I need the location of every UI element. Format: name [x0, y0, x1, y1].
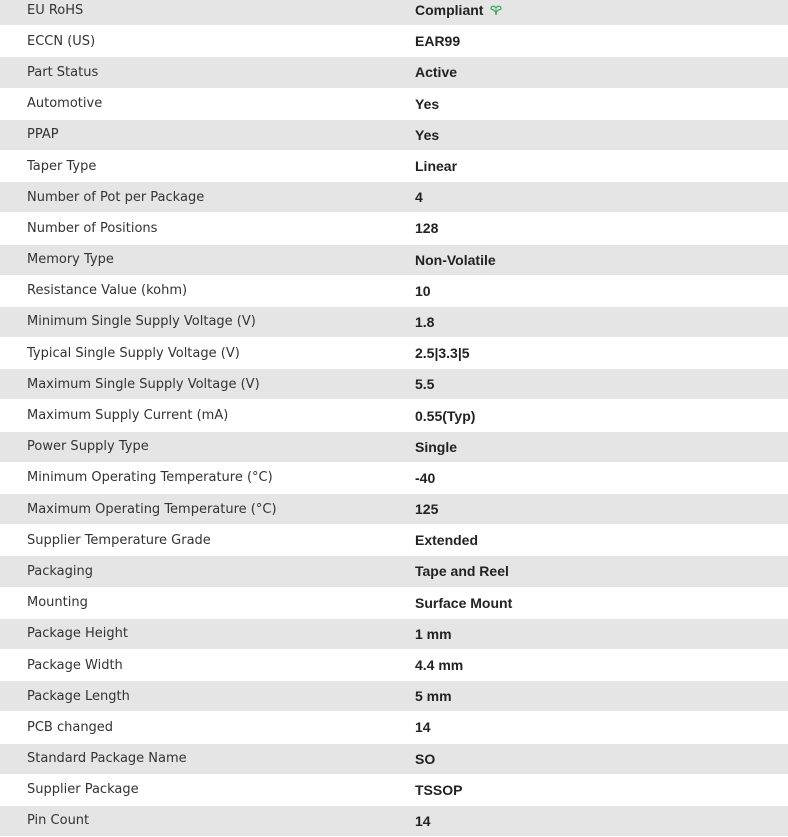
spec-row-packaging — [0, 556, 788, 587]
spec-label: Maximum Supply Current (mA) — [27, 408, 229, 424]
spec-label: Packaging — [27, 563, 93, 579]
spec-value: Yes — [415, 95, 440, 112]
spec-value: 5 mm — [415, 688, 452, 705]
spec-value: 125 — [415, 501, 439, 518]
spec-label: EU RoHS — [27, 2, 84, 18]
spec-value: Active — [415, 64, 458, 81]
spec-value: Non-Volatile — [415, 251, 496, 268]
spec-value: 4 — [415, 189, 423, 206]
spec-row-mounting — [0, 588, 788, 619]
spec-row-min-operating-temp — [0, 463, 788, 494]
spec-row-package-height — [0, 619, 788, 650]
spec-label: Power Supply Type — [27, 439, 149, 455]
spec-row-max-operating-temp — [0, 494, 788, 525]
spec-value: Surface Mount — [415, 594, 513, 611]
spec-label: Package Length — [27, 688, 130, 704]
spec-row-part-status — [0, 57, 788, 88]
spec-label: Automotive — [27, 96, 103, 112]
spec-row-resistance — [0, 276, 788, 307]
spec-value: Linear — [415, 158, 458, 175]
spec-label: Number of Positions — [27, 220, 158, 236]
spec-row-eccn — [0, 26, 788, 57]
spec-row-package-width — [0, 650, 788, 681]
spec-label: Pin Count — [27, 813, 90, 829]
spec-value: 128 — [415, 220, 439, 237]
spec-label: Part Status — [27, 64, 99, 80]
spec-row-positions — [0, 213, 788, 244]
spec-value: Single — [415, 438, 458, 455]
spec-label: Maximum Operating Temperature (°C) — [27, 501, 277, 517]
spec-value: 1.8 — [415, 313, 435, 330]
spec-row-supplier-package — [0, 775, 788, 806]
spec-row-memory-type — [0, 245, 788, 276]
spec-value: -40 — [415, 469, 436, 486]
spec-row-max-supply-voltage — [0, 369, 788, 400]
spec-label: PPAP — [27, 127, 59, 143]
spec-label: Taper Type — [27, 158, 97, 174]
spec-label: Typical Single Supply Voltage (V) — [27, 345, 240, 361]
spec-value: EAR99 — [415, 33, 461, 50]
spec-label: PCB changed — [27, 719, 114, 735]
spec-label: Minimum Single Supply Voltage (V) — [27, 314, 256, 330]
spec-label: Supplier Package — [27, 782, 139, 798]
spec-row-pot-per-package — [0, 182, 788, 213]
spec-label: Memory Type — [27, 252, 114, 268]
spec-value: 0.55(Typ) — [415, 407, 476, 424]
spec-row-min-supply-voltage — [0, 307, 788, 338]
spec-label: Number of Pot per Package — [27, 189, 205, 205]
spec-row-max-supply-current — [0, 400, 788, 431]
spec-label: Package Height — [27, 626, 128, 642]
spec-label: Supplier Temperature Grade — [27, 532, 211, 548]
spec-label: Maximum Single Supply Voltage (V) — [27, 376, 260, 392]
spec-value: Compliant — [415, 2, 484, 19]
spec-value: 10 — [415, 282, 431, 299]
spec-value: 1 mm — [415, 625, 452, 642]
spec-value: TSSOP — [415, 781, 463, 798]
spec-row-power-supply-type — [0, 432, 788, 463]
spec-row-standard-package-name — [0, 744, 788, 775]
spec-label: Resistance Value (kohm) — [27, 283, 188, 299]
spec-label: Mounting — [27, 595, 88, 611]
spec-value: Yes — [415, 126, 440, 143]
spec-row-pin-count — [0, 806, 788, 837]
spec-value: 4.4 mm — [415, 657, 464, 674]
spec-label: ECCN (US) — [27, 33, 96, 49]
spec-value: Extended — [415, 532, 479, 549]
spec-value: 5.5 — [415, 376, 435, 393]
spec-value: SO — [415, 750, 436, 767]
spec-row-typ-supply-voltage — [0, 338, 788, 369]
spec-row-pcb-changed — [0, 712, 788, 743]
spec-row-package-length — [0, 681, 788, 712]
spec-value: 14 — [415, 812, 431, 829]
spec-value: 14 — [415, 719, 431, 736]
spec-label: Standard Package Name — [27, 751, 187, 767]
leaf-icon — [489, 4, 503, 16]
spec-label: Package Width — [27, 657, 123, 673]
spec-row-taper-type — [0, 151, 788, 182]
spec-value: 2.5|3.3|5 — [415, 345, 470, 362]
spec-row-ppap — [0, 120, 788, 151]
spec-label: Minimum Operating Temperature (°C) — [27, 470, 273, 486]
spec-row-temperature-grade — [0, 525, 788, 556]
spec-value: Tape and Reel — [415, 563, 509, 580]
spec-row-automotive — [0, 89, 788, 120]
spec-row-eu-rohs — [0, 0, 788, 26]
spec-value-wrap — [388, 2, 503, 18]
